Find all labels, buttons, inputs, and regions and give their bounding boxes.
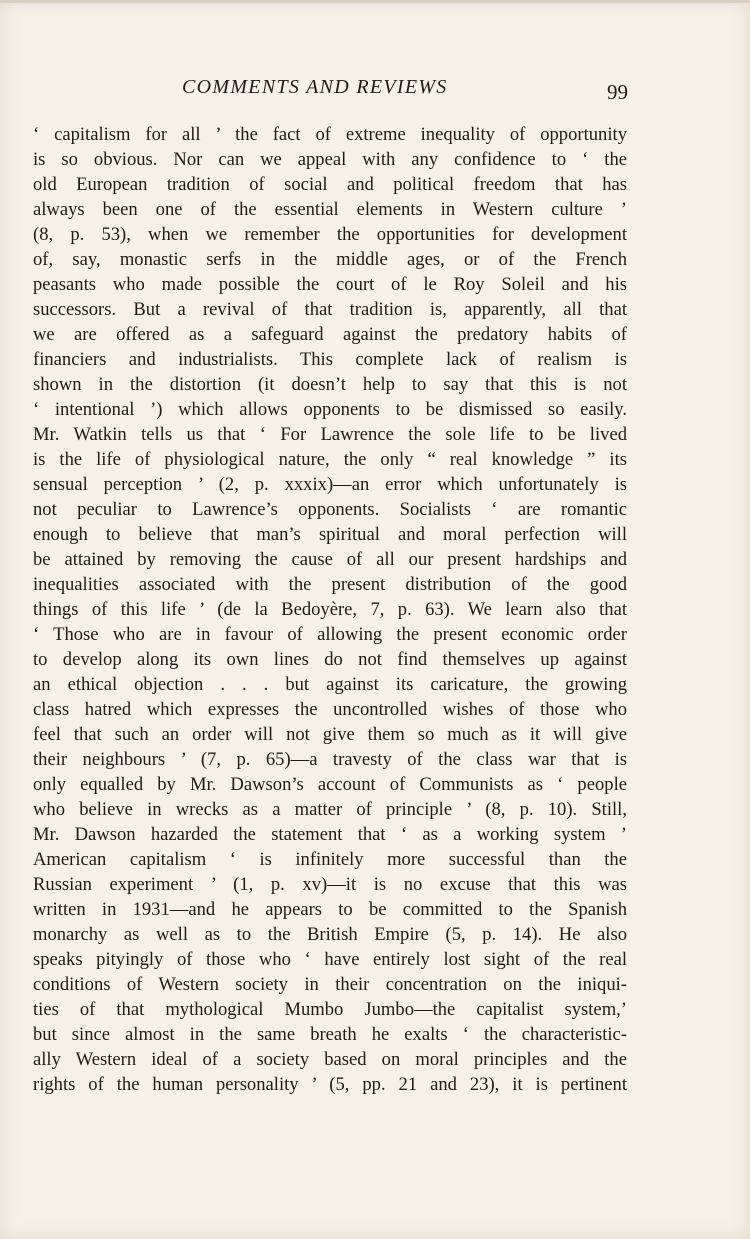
text-line: ‘ Those who are in favour of allowing the present economic order xyxy=(33,624,627,645)
text-line: enough to believe that man’s spiritual and moral perfection will xyxy=(33,524,627,545)
text-line: inequalities associated with the present distribution of the good xyxy=(33,574,627,595)
text-line: of, say, monastic serfs in the middle ages, or of the French xyxy=(33,249,627,270)
text-line: written in 1931—and he appears to be committed to the Spanish xyxy=(33,899,627,920)
text-line: is so obvious. Nor can we appeal with any confidence to ‘ the xyxy=(33,149,627,170)
text-line: things of this life ’ (de la Bedoyère, 7, p. 63). We learn also that xyxy=(33,599,627,620)
text-line: American capitalism ‘ is infinitely more successful than the xyxy=(33,849,627,870)
text-line: feel that such an order will not give them so much as it will give xyxy=(33,724,627,745)
text-line: Mr. Watkin tells us that ‘ For Lawrence the sole life to be lived xyxy=(33,424,627,445)
text-line: ‘ capitalism for all ’ the fact of extreme inequality of opportunity xyxy=(33,124,627,145)
text-line: who believe in wrecks as a matter of principle ’ (8, p. 10). Still, xyxy=(33,799,627,820)
text-line: class hatred which expresses the uncontrolled wishes of those who xyxy=(33,699,627,720)
text-line: conditions of Western society in their concentration on the iniqui- xyxy=(33,974,627,995)
text-line: (8, p. 53), when we remember the opportunities for development xyxy=(33,224,627,245)
text-line: ally Western ideal of a society based on moral principles and the xyxy=(33,1049,627,1070)
text-line: rights of the human personality ’ (5, pp. 21 and 23), it is pertinent xyxy=(33,1074,627,1095)
text-line: shown in the distortion (it doesn’t help to say that this is not xyxy=(33,374,627,395)
page-number: 99 xyxy=(607,80,628,104)
body-text xyxy=(33,122,627,1112)
text-line: old European tradition of social and political freedom that has xyxy=(33,174,627,195)
text-line: always been one of the essential elements in Western culture ’ xyxy=(33,199,627,220)
text-line: we are offered as a safeguard against the predatory habits of xyxy=(33,324,627,345)
text-line: not peculiar to Lawrence’s opponents. Socialists ‘ are romantic xyxy=(33,499,627,520)
text-line: their neighbours ’ (7, p. 65)—a travesty of the class war that is xyxy=(33,749,627,770)
page-top-edge xyxy=(0,0,750,3)
text-line: an ethical objection . . . but against its caricature, the growing xyxy=(33,674,627,695)
running-head: COMMENTS AND REVIEWS xyxy=(182,76,448,98)
text-line: ties of that mythological Mumbo Jumbo—the capitalist system,’ xyxy=(33,999,627,1020)
text-line: Russian experiment ’ (1, p. xv)—it is no excuse that this was xyxy=(33,874,627,895)
text-line: successors. But a revival of that tradition is, apparently, all that xyxy=(33,299,627,320)
text-line: financiers and industrialists. This complete lack of realism is xyxy=(33,349,627,370)
text-line: sensual perception ’ (2, p. xxxix)—an error which unfortunately is xyxy=(33,474,627,495)
text-line: peasants who made possible the court of le Roy Soleil and his xyxy=(33,274,627,295)
text-line: monarchy as well as to the British Empire (5, p. 14). He also xyxy=(33,924,627,945)
text-line: to develop along its own lines do not find themselves up against xyxy=(33,649,627,670)
text-line: is the life of physiological nature, the only “ real knowledge ” its xyxy=(33,449,627,470)
text-line: but since almost in the same breath he exalts ‘ the characteristic- xyxy=(33,1024,627,1045)
text-line: only equalled by Mr. Dawson’s account of Communists as ‘ people xyxy=(33,774,627,795)
text-line: Mr. Dawson hazarded the statement that ‘ as a working system ’ xyxy=(33,824,627,845)
text-line: be attained by removing the cause of all our present hardships and xyxy=(33,549,627,570)
text-line: ‘ intentional ’) which allows opponents to be dismissed so easily. xyxy=(33,399,627,420)
text-line: speaks pityingly of those who ‘ have entirely lost sight of the real xyxy=(33,949,627,970)
page-header xyxy=(0,70,750,106)
